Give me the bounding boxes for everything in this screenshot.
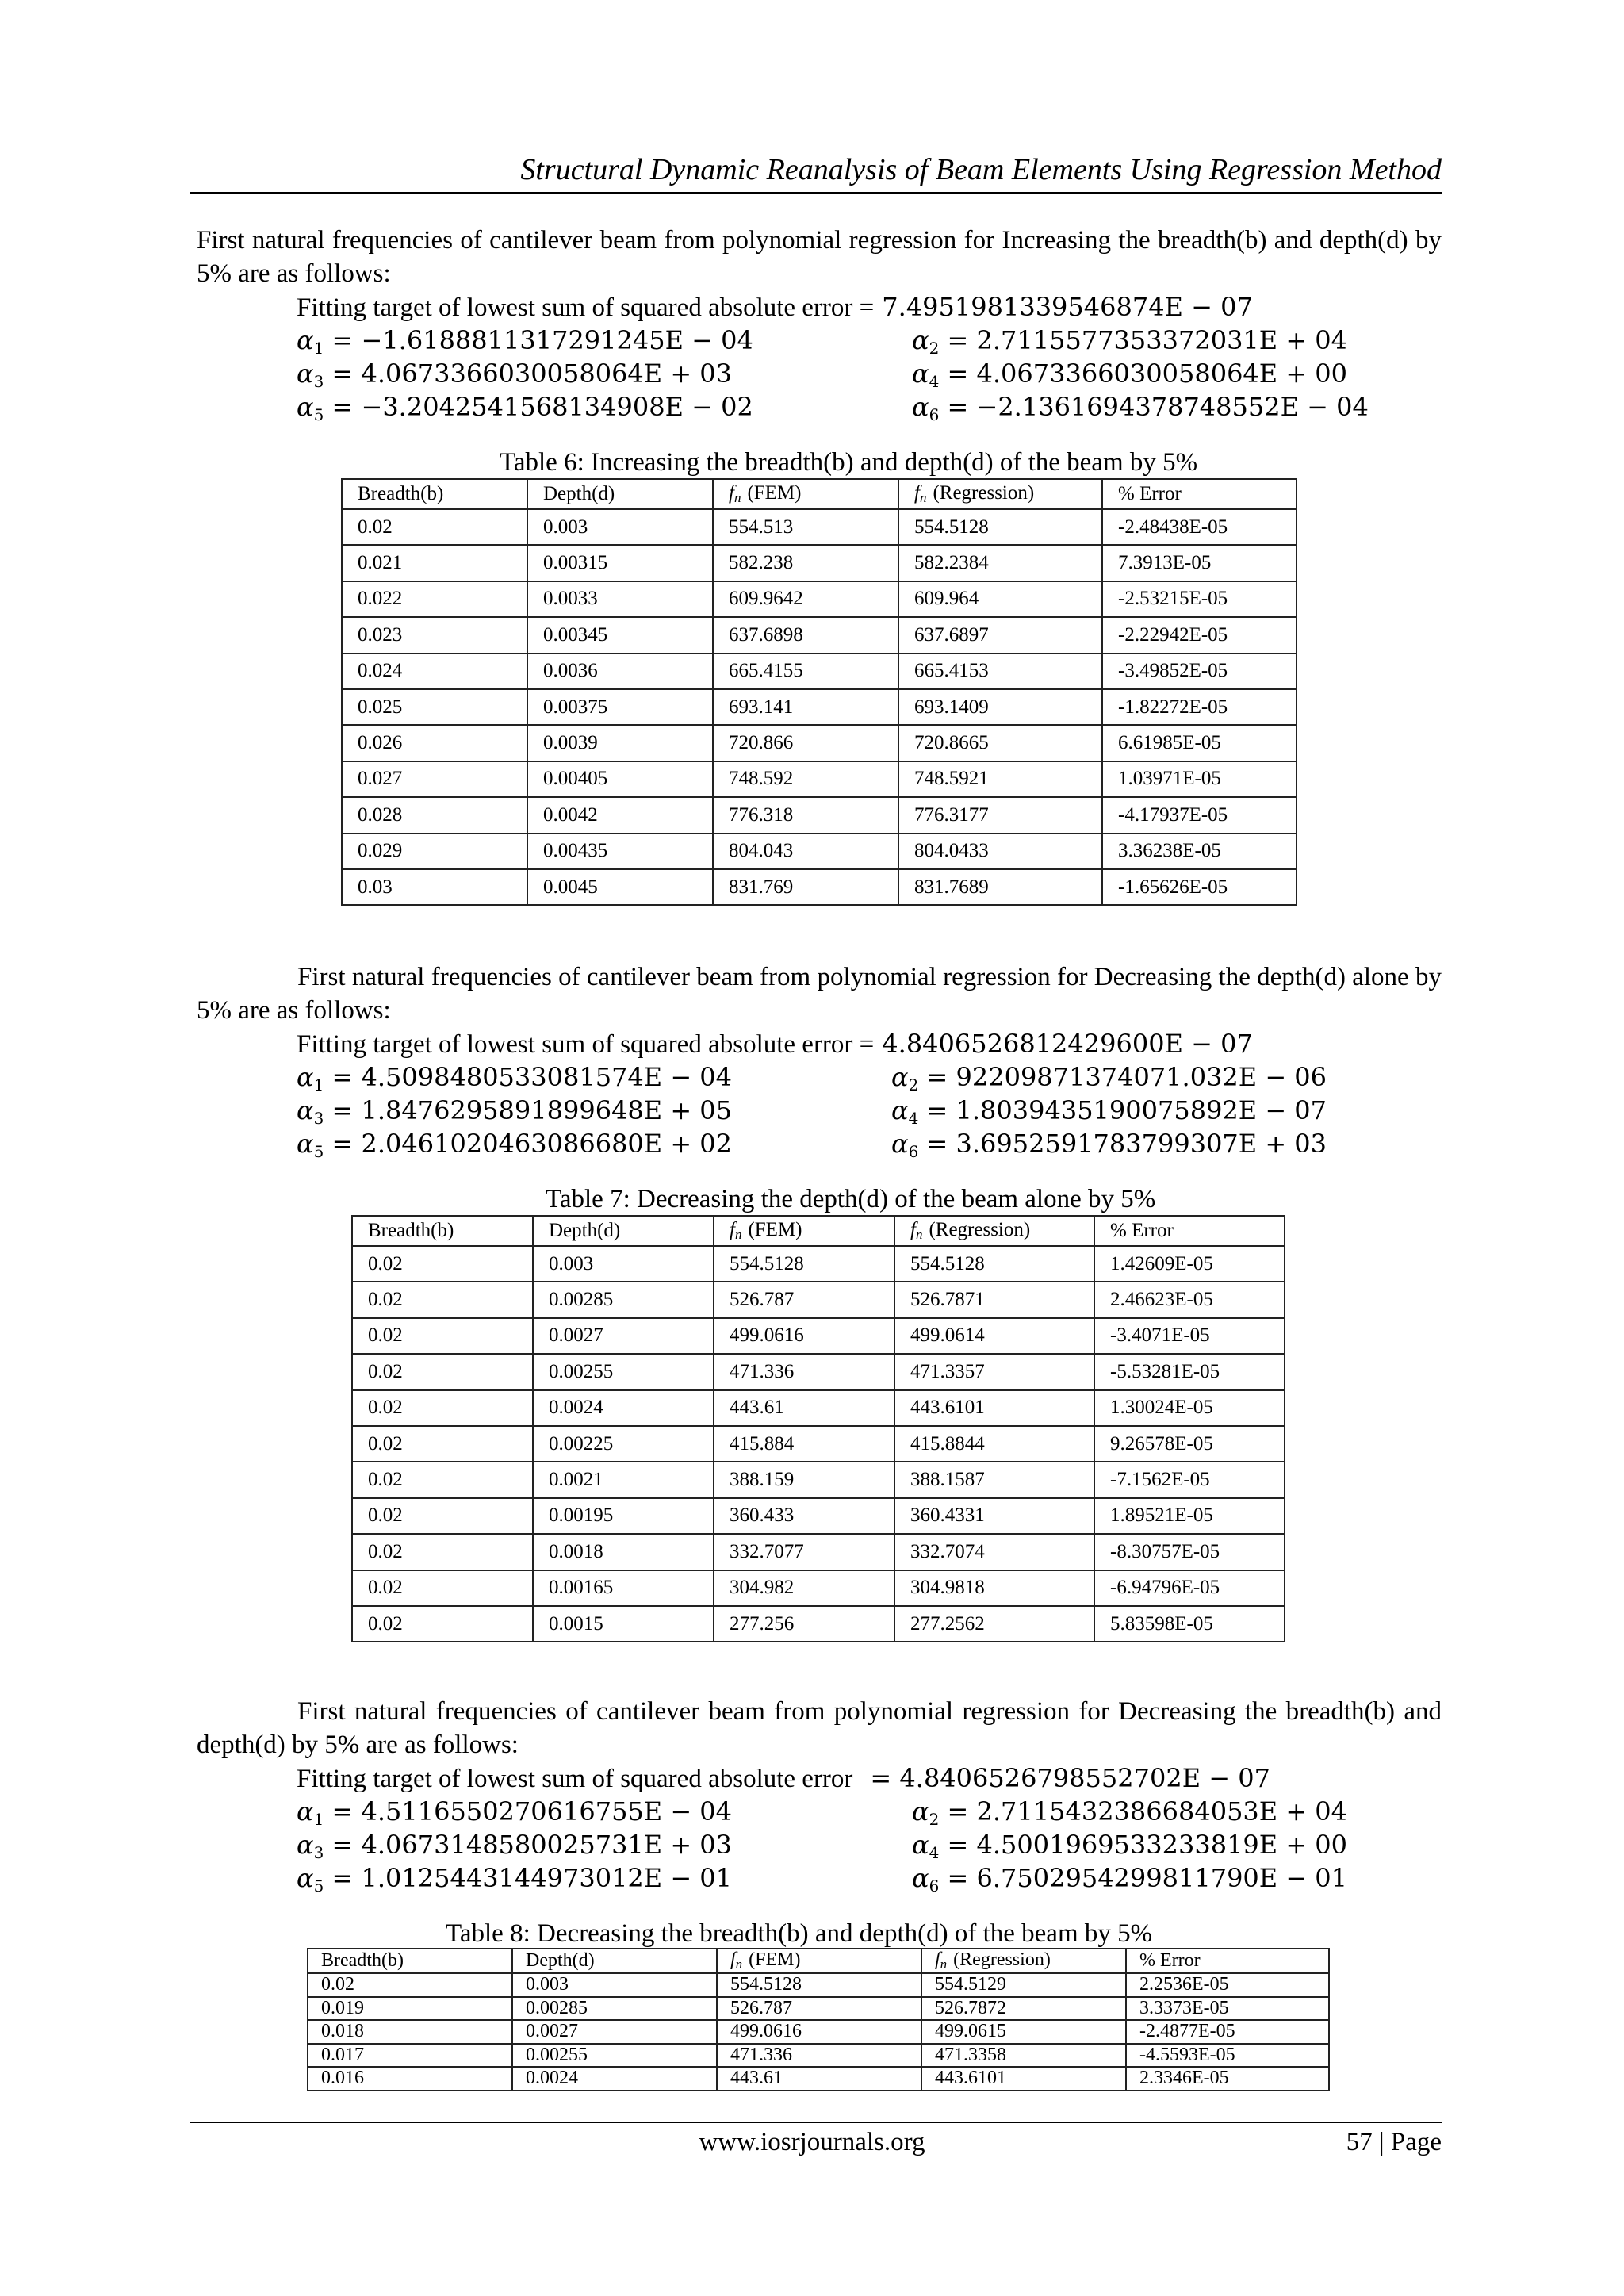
table-cell: 0.0039	[527, 725, 713, 761]
frequency-symbol: $f_n$	[935, 1949, 948, 1972]
table-cell: -4.17937E-05	[1102, 797, 1297, 833]
table-cell: 2.46623E-05	[1094, 1282, 1285, 1317]
section-3-intro: First natural frequencies of cantilever beam from polynomial regression for Decreasing the breadth(b) and depth(d) by 5% are as follows:	[197, 1697, 1442, 1759]
table-cell: -3.4071E-05	[1094, 1318, 1285, 1354]
table-row	[308, 2020, 1329, 2044]
table-row	[352, 1282, 1285, 1317]
table-cell: 0.0018	[533, 1534, 714, 1570]
table-cell: 0.022	[342, 581, 527, 617]
table-cell: 0.0027	[512, 2020, 717, 2044]
table-cell: 0.02	[352, 1534, 533, 1570]
table-cell: 526.7872	[921, 1997, 1126, 2021]
table-cell: 582.238	[713, 545, 898, 581]
table-cell: -1.65626E-05	[1102, 869, 1297, 905]
table-cell: 0.00225	[533, 1426, 714, 1462]
coefficient-alpha-2: $\alpha_2 = 92209871374071.032E - 06$	[891, 1062, 1327, 1094]
table-header-row	[308, 1949, 1329, 1973]
table-cell: 277.2562	[894, 1606, 1094, 1642]
table-8-caption: Table 8: Decreasing the breadth(b) and depth(d) of the beam by 5%	[446, 1919, 1153, 1948]
table-cell: 0.00165	[533, 1570, 714, 1606]
table-row	[352, 1462, 1285, 1497]
column-header: $f_n$ (FEM)	[714, 1216, 894, 1246]
table-cell: 388.1587	[894, 1462, 1094, 1497]
table-row	[342, 797, 1297, 833]
table-cell: 277.256	[714, 1606, 894, 1642]
header-divider	[190, 192, 1442, 194]
table-cell: 5.83598E-05	[1094, 1606, 1285, 1642]
coefficient-alpha-1: $\alpha_1 = -1.6188811317291245E - 04$	[297, 325, 753, 358]
section-1-intro: First natural frequencies of cantilever beam from polynomial regression for Increasing the breadth(b) and depth(d) by 5% are as follows:	[197, 226, 1442, 288]
table-row	[352, 1318, 1285, 1354]
table-row	[342, 545, 1297, 581]
table-7-caption: Table 7: Decreasing the depth(d) of the beam alone by 5%	[546, 1185, 1156, 1213]
coefficient-alpha-3: $\alpha_3 = 4.0673366030058064E + 03$	[297, 358, 733, 391]
table-cell: 0.02	[352, 1354, 533, 1389]
table-cell: 0.00435	[527, 834, 713, 869]
table-cell: 0.0015	[533, 1606, 714, 1642]
table-cell: -1.82272E-05	[1102, 689, 1297, 725]
section-3-fit-line	[297, 1761, 1270, 1796]
frequency-symbol: $f_n$	[730, 1949, 743, 1972]
table-cell: 0.00195	[533, 1498, 714, 1534]
table-cell: 0.02	[342, 509, 527, 545]
coefficient-alpha-6: $\alpha_6 = 3.6952591783799307E + 03$	[891, 1129, 1327, 1161]
coefficient-alpha-4: $\alpha_4 = 1.8039435190075892E - 07$	[891, 1095, 1327, 1128]
table-cell: 0.0024	[512, 2067, 717, 2091]
table-cell: 471.336	[714, 1354, 894, 1389]
table-cell: 443.6101	[894, 1390, 1094, 1426]
table-cell: 1.89521E-05	[1094, 1498, 1285, 1534]
table-cell: 0.0027	[533, 1318, 714, 1354]
table-row	[352, 1570, 1285, 1606]
table-row	[342, 689, 1297, 725]
table-row	[308, 1997, 1329, 2021]
table-cell: -2.53215E-05	[1102, 581, 1297, 617]
table-cell: -2.4877E-05	[1126, 2020, 1329, 2044]
coefficient-alpha-1: $\alpha_1 = 4.5098480533081574E - 04$	[297, 1062, 733, 1094]
table-row	[342, 581, 1297, 617]
table-cell: 526.787	[717, 1997, 921, 2021]
table-row	[342, 654, 1297, 689]
table-cell: -4.5593E-05	[1126, 2044, 1329, 2068]
table-cell: 471.3358	[921, 2044, 1126, 2068]
table-cell: 0.00285	[512, 1997, 717, 2021]
table-cell: 443.6101	[921, 2067, 1126, 2091]
table-cell: 332.7074	[894, 1534, 1094, 1570]
frequency-symbol: $f_n$	[914, 482, 927, 505]
table-cell: 388.159	[714, 1462, 894, 1497]
table-row	[342, 834, 1297, 869]
table-cell: 0.02	[352, 1282, 533, 1317]
table-cell: 748.5921	[898, 761, 1102, 797]
table-cell: 776.318	[713, 797, 898, 833]
table-6-caption: Table 6: Increasing the breadth(b) and depth(d) of the beam by 5%	[500, 448, 1198, 477]
table-cell: 499.0614	[894, 1318, 1094, 1354]
table-cell: 831.769	[713, 869, 898, 905]
column-header: $f_n$ (Regression)	[894, 1216, 1094, 1246]
table-cell: 526.7871	[894, 1282, 1094, 1317]
frequency-symbol: $f_n$	[910, 1219, 923, 1242]
table-cell: 0.023	[342, 617, 527, 653]
table-cell: 0.016	[308, 2067, 512, 2091]
coefficient-alpha-6: $\alpha_6 = 6.7502954299811790E - 01$	[912, 1863, 1348, 1895]
table-cell: 2.2536E-05	[1126, 1973, 1329, 1997]
table-cell: 0.02	[352, 1606, 533, 1642]
table-cell: 304.9818	[894, 1570, 1094, 1606]
coefficient-alpha-1: $\alpha_1 = 4.5116550270616755E - 04$	[297, 1796, 733, 1829]
table-row	[352, 1498, 1285, 1534]
table-cell: 0.00285	[533, 1282, 714, 1317]
table-cell: 804.043	[713, 834, 898, 869]
table-cell: 637.6898	[713, 617, 898, 653]
page-number: 57 | Page	[1346, 2128, 1442, 2156]
table-cell: 360.4331	[894, 1498, 1094, 1534]
table-cell: 3.36238E-05	[1102, 834, 1297, 869]
fit-value: 7.4951981339546874E − 07	[882, 292, 1253, 322]
table-cell: 7.3913E-05	[1102, 545, 1297, 581]
section-1-fit-line	[297, 290, 1253, 324]
table-cell: 0.0033	[527, 581, 713, 617]
table-cell: -5.53281E-05	[1094, 1354, 1285, 1389]
table-cell: 0.02	[352, 1570, 533, 1606]
fit-value: = 4.8406526798552702E − 07	[870, 1763, 1270, 1793]
column-header: $f_n$ (FEM)	[717, 1949, 921, 1973]
table-cell: 0.018	[308, 2020, 512, 2044]
table-cell: 332.7077	[714, 1534, 894, 1570]
table-cell: 609.9642	[713, 581, 898, 617]
coefficient-alpha-5: $\alpha_5 = 2.0461020463086680E + 02$	[297, 1129, 733, 1161]
table-cell: 0.02	[352, 1246, 533, 1282]
table-cell: 0.00315	[527, 545, 713, 581]
footer-divider	[190, 2122, 1442, 2123]
table-cell: 665.4155	[713, 654, 898, 689]
table-cell: 9.26578E-05	[1094, 1426, 1285, 1462]
table-row	[352, 1534, 1285, 1570]
table-cell: 0.027	[342, 761, 527, 797]
table-cell: 693.141	[713, 689, 898, 725]
footer-url: www.iosrjournals.org	[699, 2128, 925, 2156]
table-header-row	[342, 479, 1297, 509]
fit-label: Fitting target of lowest sum of squared absolute error =	[297, 1030, 875, 1059]
table-row	[342, 509, 1297, 545]
table-cell: 471.3357	[894, 1354, 1094, 1389]
table-row	[342, 761, 1297, 797]
table-row	[352, 1390, 1285, 1426]
coefficient-alpha-3: $\alpha_3 = 1.8476295891899648E + 05$	[297, 1095, 733, 1128]
fit-value: 4.8406526812429600E − 07	[882, 1029, 1253, 1059]
table-cell: 499.0616	[714, 1318, 894, 1354]
coefficient-alpha-2: $\alpha_2 = 2.7115577353372031E + 04$	[912, 325, 1348, 358]
table-cell: -7.1562E-05	[1094, 1462, 1285, 1497]
table-cell: 554.5129	[921, 1973, 1126, 1997]
table-cell: 3.3373E-05	[1126, 1997, 1329, 2021]
table-row	[352, 1246, 1285, 1282]
table-cell: 776.3177	[898, 797, 1102, 833]
table-cell: 0.003	[512, 1973, 717, 1997]
table-cell: 0.0042	[527, 797, 713, 833]
column-header: Breadth(b)	[352, 1216, 533, 1246]
table-cell: 720.866	[713, 725, 898, 761]
frequency-symbol: $f_n$	[729, 482, 741, 505]
table-row	[352, 1354, 1285, 1389]
column-header: Breadth(b)	[342, 479, 527, 509]
table-cell: 443.61	[714, 1390, 894, 1426]
table-cell: 0.029	[342, 834, 527, 869]
frequency-symbol: $f_n$	[730, 1219, 742, 1242]
table-cell: 0.02	[352, 1498, 533, 1534]
table-row	[308, 1973, 1329, 1997]
table-cell: 6.61985E-05	[1102, 725, 1297, 761]
table-cell: 415.884	[714, 1426, 894, 1462]
column-header: Depth(d)	[512, 1949, 717, 1973]
table-cell: 0.026	[342, 725, 527, 761]
column-header: $f_n$ (Regression)	[921, 1949, 1126, 1973]
coefficient-alpha-4: $\alpha_4 = 4.5001969533233819E + 00$	[912, 1830, 1348, 1862]
table-cell: 554.5128	[894, 1246, 1094, 1282]
table-cell: -2.48438E-05	[1102, 509, 1297, 545]
table-cell: 554.513	[713, 509, 898, 545]
table-cell: 360.433	[714, 1498, 894, 1534]
column-header: Depth(d)	[527, 479, 713, 509]
table-cell: 0.017	[308, 2044, 512, 2068]
table-cell: 0.0036	[527, 654, 713, 689]
table-cell: 0.019	[308, 1997, 512, 2021]
table-cell: 693.1409	[898, 689, 1102, 725]
table-cell: 499.0616	[717, 2020, 921, 2044]
table-cell: 304.982	[714, 1570, 894, 1606]
table-cell: 2.3346E-05	[1126, 2067, 1329, 2091]
table-cell: 0.00255	[533, 1354, 714, 1389]
table-cell: 804.0433	[898, 834, 1102, 869]
table-cell: 0.024	[342, 654, 527, 689]
table-cell: -3.49852E-05	[1102, 654, 1297, 689]
table-cell: 0.0024	[533, 1390, 714, 1426]
table-row	[352, 1606, 1285, 1642]
table-cell: 554.5128	[714, 1246, 894, 1282]
table-cell: 415.8844	[894, 1426, 1094, 1462]
table-cell: 499.0615	[921, 2020, 1126, 2044]
table-cell: 748.592	[713, 761, 898, 797]
table-cell: -2.22942E-05	[1102, 617, 1297, 653]
column-header: $f_n$ (FEM)	[713, 479, 898, 509]
table-row	[352, 1426, 1285, 1462]
table-cell: 0.003	[533, 1246, 714, 1282]
table-cell: 0.00255	[512, 2044, 717, 2068]
table-cell: 443.61	[717, 2067, 921, 2091]
table-cell: 609.964	[898, 581, 1102, 617]
column-header: Depth(d)	[533, 1216, 714, 1246]
column-header: % Error	[1094, 1216, 1285, 1246]
table-8	[307, 1948, 1330, 2091]
table-7	[351, 1215, 1285, 1642]
table-row	[308, 2044, 1329, 2068]
table-row	[308, 2067, 1329, 2091]
table-cell: 1.30024E-05	[1094, 1390, 1285, 1426]
table-cell: 0.00405	[527, 761, 713, 797]
column-header: Breadth(b)	[308, 1949, 512, 1973]
table-cell: 471.336	[717, 2044, 921, 2068]
table-cell: 0.0045	[527, 869, 713, 905]
table-cell: 0.02	[352, 1318, 533, 1354]
table-cell: 0.00345	[527, 617, 713, 653]
coefficient-alpha-6: $\alpha_6 = -2.1361694378748552E - 04$	[912, 392, 1369, 424]
table-cell: 831.7689	[898, 869, 1102, 905]
section-2-fit-line	[297, 1027, 1253, 1061]
section-2-intro: First natural frequencies of cantilever beam from polynomial regression for Decreasing the depth(d) alone by 5% are as follows:	[197, 963, 1442, 1025]
table-cell: 0.00375	[527, 689, 713, 725]
table-cell: 582.2384	[898, 545, 1102, 581]
table-cell: 554.5128	[898, 509, 1102, 545]
table-cell: 0.021	[342, 545, 527, 581]
column-header: % Error	[1126, 1949, 1329, 1973]
table-cell: 526.787	[714, 1282, 894, 1317]
table-header-row	[352, 1216, 1285, 1246]
table-cell: 0.02	[352, 1390, 533, 1426]
table-cell: 0.028	[342, 797, 527, 833]
coefficient-alpha-5: $\alpha_5 = 1.0125443144973012E - 01$	[297, 1863, 733, 1895]
table-row	[342, 617, 1297, 653]
table-cell: 665.4153	[898, 654, 1102, 689]
table-cell: 0.0021	[533, 1462, 714, 1497]
table-cell: 0.003	[527, 509, 713, 545]
table-cell: 0.02	[308, 1973, 512, 1997]
table-cell: 0.025	[342, 689, 527, 725]
coefficient-alpha-5: $\alpha_5 = -3.2042541568134908E - 02$	[297, 392, 753, 424]
table-cell: 554.5128	[717, 1973, 921, 1997]
table-row	[342, 725, 1297, 761]
running-header: Structural Dynamic Reanalysis of Beam Elements Using Regression Method	[520, 153, 1442, 186]
table-cell: 637.6897	[898, 617, 1102, 653]
fit-label: Fitting target of lowest sum of squared absolute error	[297, 1765, 853, 1793]
column-header: % Error	[1102, 479, 1297, 509]
column-header: $f_n$ (Regression)	[898, 479, 1102, 509]
fit-label: Fitting target of lowest sum of squared absolute error =	[297, 293, 875, 322]
table-row	[342, 869, 1297, 905]
coefficient-alpha-4: $\alpha_4 = 4.0673366030058064E + 00$	[912, 358, 1348, 391]
table-6	[341, 478, 1297, 906]
table-cell: 720.8665	[898, 725, 1102, 761]
table-cell: 0.02	[352, 1462, 533, 1497]
table-cell: -8.30757E-05	[1094, 1534, 1285, 1570]
table-cell: 1.03971E-05	[1102, 761, 1297, 797]
table-cell: 0.03	[342, 869, 527, 905]
coefficient-alpha-3: $\alpha_3 = 4.0673148580025731E + 03$	[297, 1830, 733, 1862]
table-cell: 1.42609E-05	[1094, 1246, 1285, 1282]
table-cell: 0.02	[352, 1426, 533, 1462]
coefficient-alpha-2: $\alpha_2 = 2.7115432386684053E + 04$	[912, 1796, 1348, 1829]
table-cell: -6.94796E-05	[1094, 1570, 1285, 1606]
